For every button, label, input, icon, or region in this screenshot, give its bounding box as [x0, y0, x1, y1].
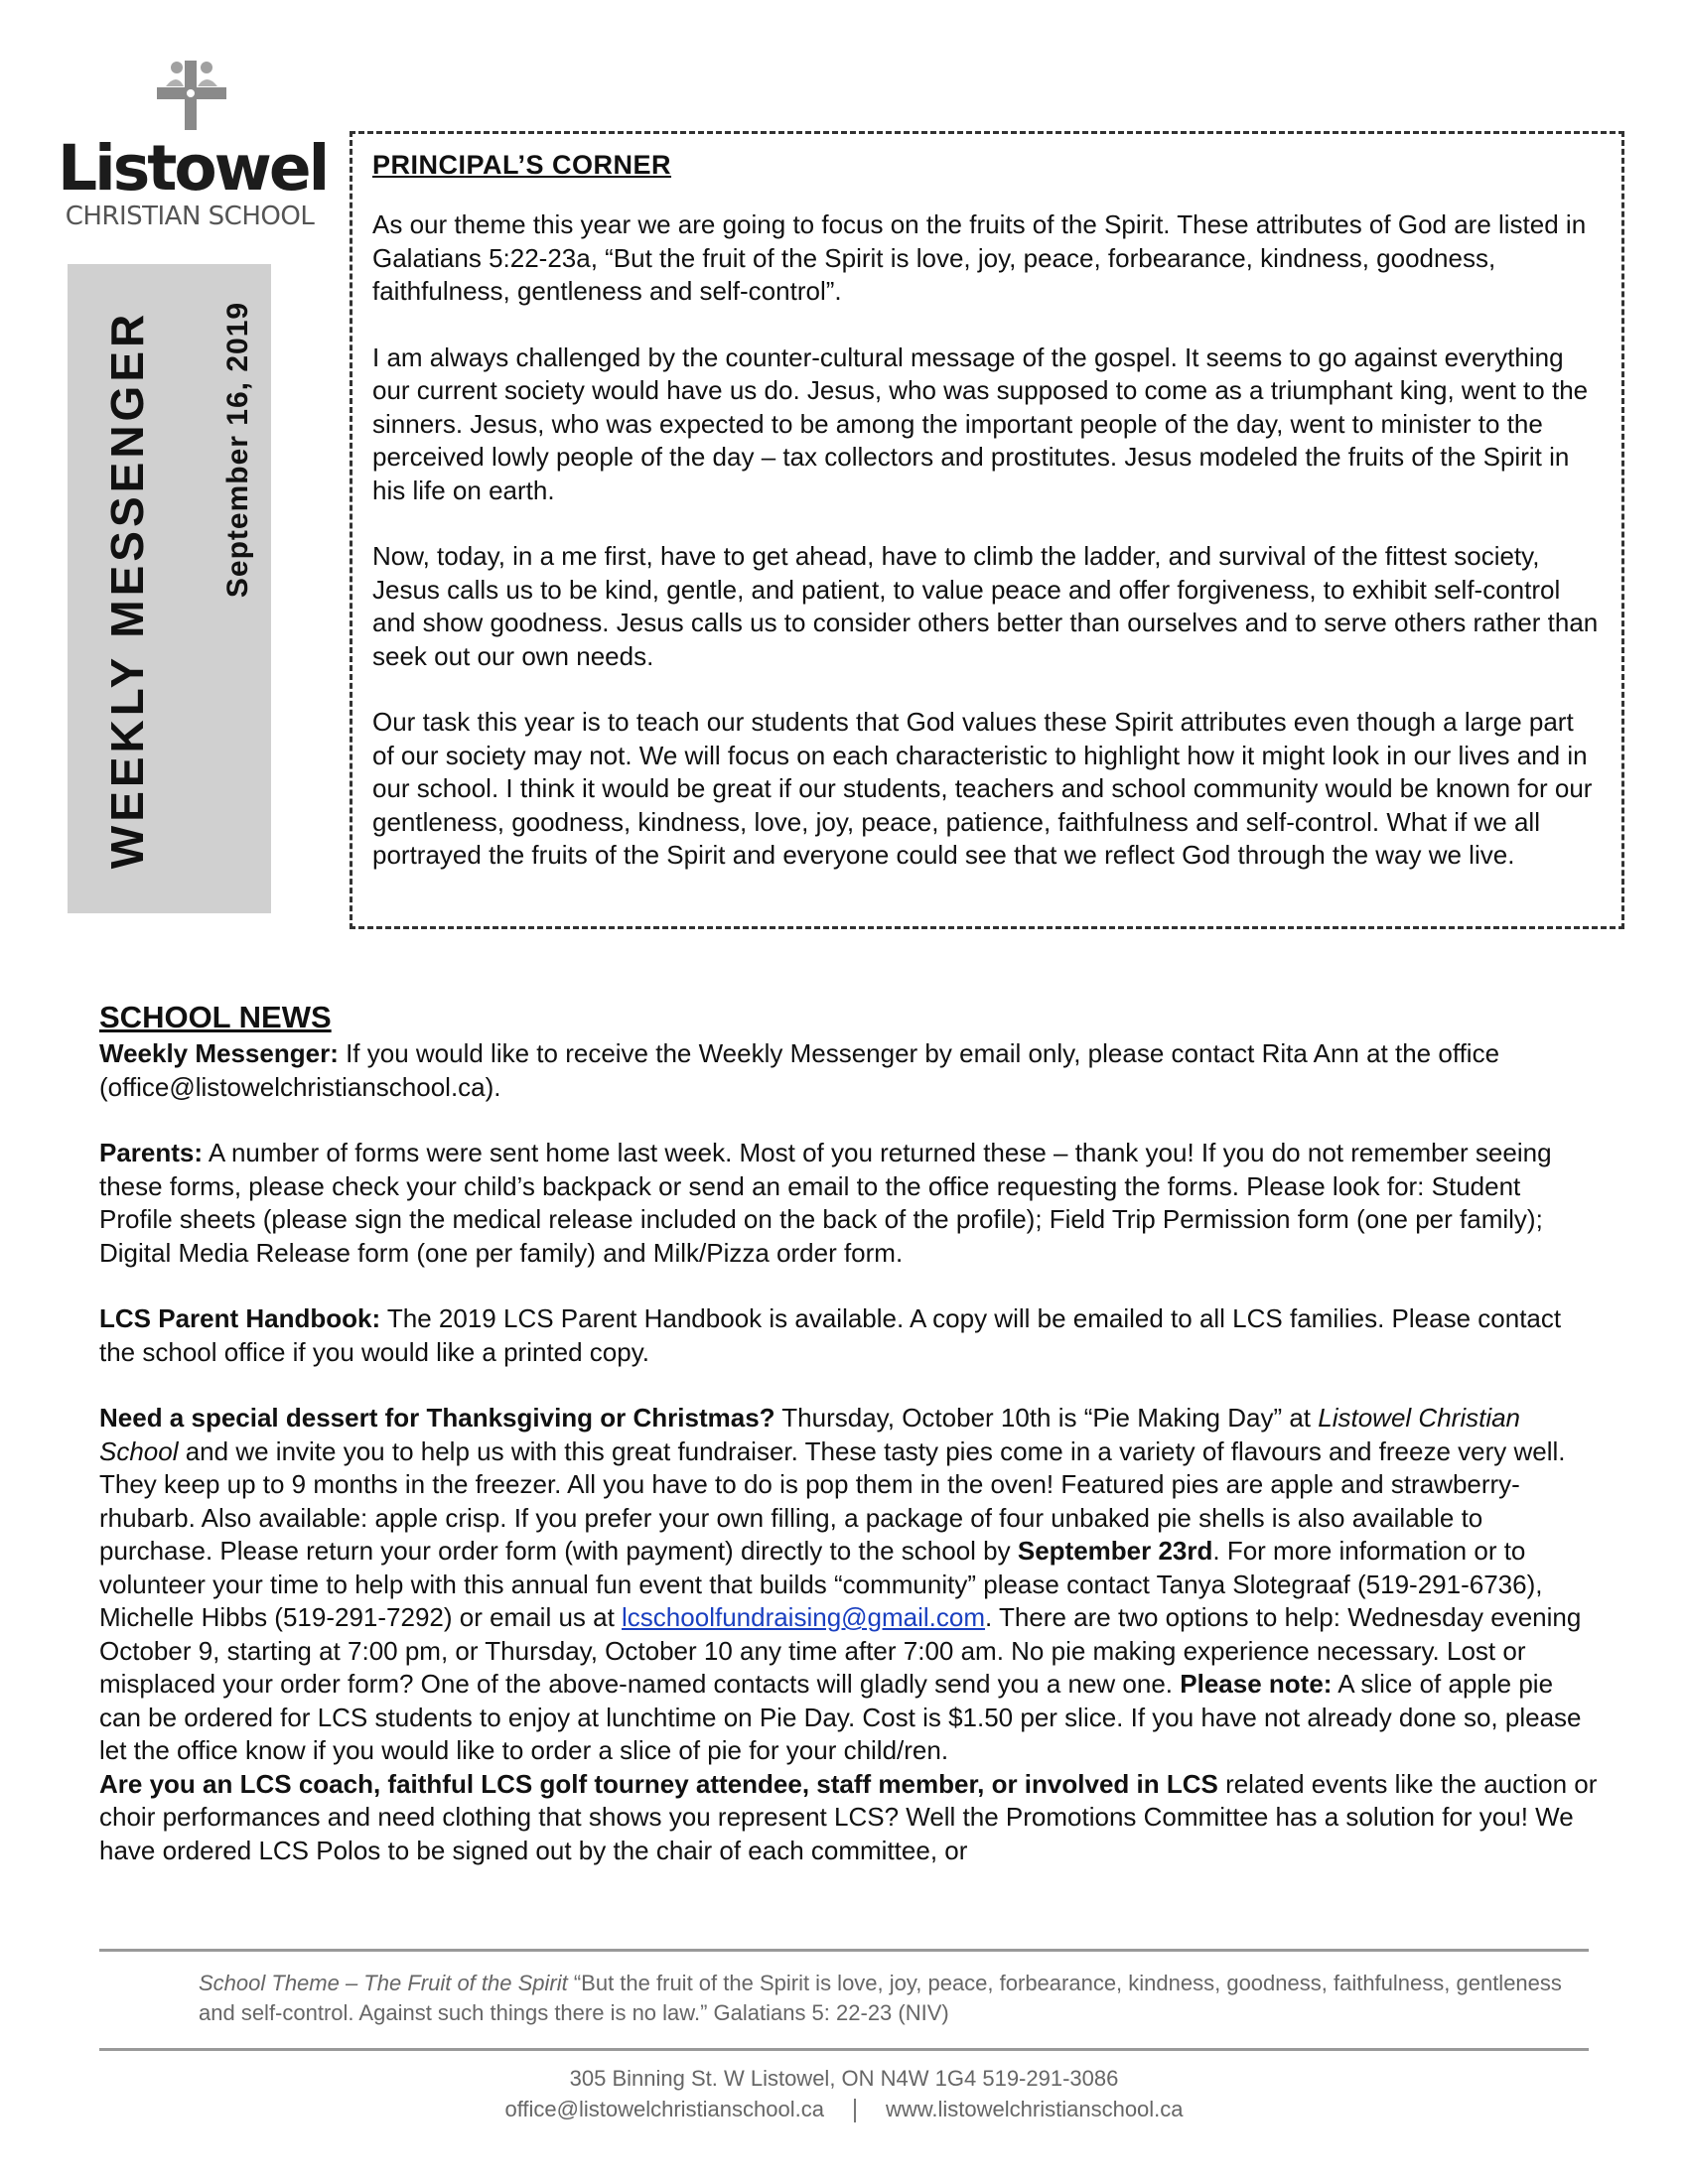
news-item-label: Parents: [99, 1138, 204, 1167]
news-item-text: A slice of apple pie can be ordered for LCS students to enjoy at lunchtime on Pie Day. Cost is $1.50 per slice. If you have not already done so, please let the office know if you would like to order a slice of pie for your child/ren. [99, 1669, 1582, 1765]
news-item-handbook [99, 1302, 1599, 1369]
corner-paragraph: As our theme this year we are going to focus on the fruits of the Spirit. These attributes of God are listed in Galatians 5:22-23a, “But the fruit of the Spirit is love, joy, peace, forbearance, kindness, goodness, faithfulness, gentleness and self-control”. [372, 209, 1587, 306]
footer-email[interactable]: office@listowelchristianschool.ca [504, 2097, 824, 2121]
news-item-text: and we invite you to help us with this great fundraiser. These tasty pies come in a variety of flavours and freeze very well. They keep up to 9 months in the freezer. All you have to do is pop them in the oven! Featured pies are apple and strawberry-rhubarb. Also available: apple crisp. If you prefer your own filling, a package of four unbaked pie shells is also available to purchase. Please return your order form (with payment) directly to the school by [99, 1435, 1566, 1566]
corner-paragraph: Our task this year is to teach our students that God values these Spirit attributes even though a large part of our society may not. We will focus on each characteristic to highlight how it might look in our lives and in our school. I think it would be great if our students, teachers and school community would be known for our gentleness, goodness, kindness, love, joy, peace, patience, faithfulness and self-control. What if we all portrayed the fruits of the Spirit and everyone could see that we reflect God through the way we live. [372, 707, 1593, 870]
order-deadline: September 23rd [1017, 1536, 1213, 1566]
footer-website[interactable]: www.listowelchristianschool.ca [885, 2097, 1184, 2121]
news-item-text: The 2019 LCS Parent Handbook is available. A copy will be emailed to all LCS families. Please contact the school office if you would like a printed copy. [99, 1303, 1562, 1367]
theme-quote: “But the fruit of the Spirit is love, joy, peace, forbearance, kindness, goodness, faithfulness, gentleness and self-control. Against such things there is no law.” Galatians 5: 22-23 (NIV) [199, 1971, 1562, 2025]
footer-separator [854, 2099, 856, 2122]
logo-name: Listowel [58, 132, 328, 205]
note-label: Please note: [1180, 1669, 1333, 1699]
news-item-label: Weekly Messenger: [99, 1038, 339, 1068]
school-name: Listowel Christian School [99, 1403, 1521, 1466]
news-item-text: . For more information or to volunteer your time to help with this annual fun event that builds “community” please contact Tanya Slotegraaf (519-291-6736), Michelle Hibbs (519-291-7292) or email us at [99, 1536, 1543, 1632]
news-item-text: Thursday, October 10th is “Pie Making Day” at [774, 1403, 1319, 1433]
news-item-messenger [99, 1037, 1599, 1104]
divider [99, 1949, 1589, 1952]
corner-paragraph: I am always challenged by the counter-cultural message of the gospel. It seems to go against everything our current society would have us do. Jesus, who was supposed to come as a triumphant king, went to the sinners. Jesus, who was expected to be among the important people of the day, went to minister to the perceived lowly people of the day – tax collectors and prostitutes. Jesus modeled the fruits of the Spirit in his life on earth. [372, 341, 1589, 505]
news-item-label: Need a special dessert for Thanksgiving or Christmas? [99, 1403, 775, 1433]
news-item-label: LCS Parent Handbook: [99, 1303, 381, 1333]
school-news-section [99, 998, 1599, 1867]
news-item-text: related events like the auction or choir performances and need clothing that shows you represent LCS? Well the Promotions Committee has a solution for you! We have ordered LCS Polos to be signed out by the chair of each committee, or [99, 1768, 1598, 1865]
school-news-title: SCHOOL NEWS [99, 1000, 332, 1034]
divider [99, 2048, 1589, 2051]
corner-paragraph: Now, today, in a me first, have to get ahead, have to climb the ladder, and survival of the fittest society, Jesus calls us to be kind, gentle, and patient, to value peace and offer forgiveness, to exhibit self-control and show goodness. Jesus calls us to consider others better than ourselves and to serve others rather than seek out our own needs. [372, 541, 1599, 671]
news-item-label: Are you an LCS coach, faithful LCS golf tourney attendee, staff member, or involved in LCS [99, 1768, 1218, 1799]
news-item-text: . There are two options to help: Wednesday evening October 9, starting at 7:00 pm, or Thursday, October 10 any time after 7:00 am. No pie making experience necessary. Lost or misplaced your order form? One of the above-named contacts will gladly send you a new one. [99, 1602, 1582, 1699]
newsletter-title: WEEKLY MESSENGER [101, 310, 153, 870]
school-theme [199, 1969, 1589, 2028]
logo-subtitle: CHRISTIAN SCHOOL [65, 202, 315, 231]
news-item-lcs-polos [99, 1768, 1599, 1868]
news-item-pie-day [99, 1402, 1599, 1768]
issue-date: September 16, 2019 [221, 301, 254, 599]
theme-label: School Theme – The Fruit of the Spirit [199, 1971, 568, 1995]
school-logo [58, 55, 326, 243]
news-item-text: A number of forms were sent home last week. Most of you returned these – thank you! If you do not remember seeing these forms, please check your child’s backpack or send an email to the office requesting the forms. Please look for: Student Profile sheets (please sign the medical release included on the back of the profile); Field Trip Permission form (one per family); Digital Media Release form (one per family) and Milk/Pizza order form. [99, 1138, 1552, 1268]
principal-corner-box [350, 131, 1624, 929]
news-item-text: If you would like to receive the Weekly Messenger by email only, please contact Rita Ann at the office (office@listowelchristianschool.ca). [99, 1038, 1500, 1102]
cross-people-icon [152, 57, 231, 136]
footer-address: 305 Binning St. W Listowel, ON N4W 1G4 519-291-3086 [569, 2066, 1119, 2091]
fundraising-email-link[interactable]: lcschoolfundraising@gmail.com [622, 1602, 986, 1632]
news-item-parents [99, 1137, 1599, 1270]
principal-corner-title: PRINCIPAL’S CORNER [372, 150, 672, 180]
footer [99, 2063, 1589, 2124]
footer-contact [99, 2094, 1589, 2124]
